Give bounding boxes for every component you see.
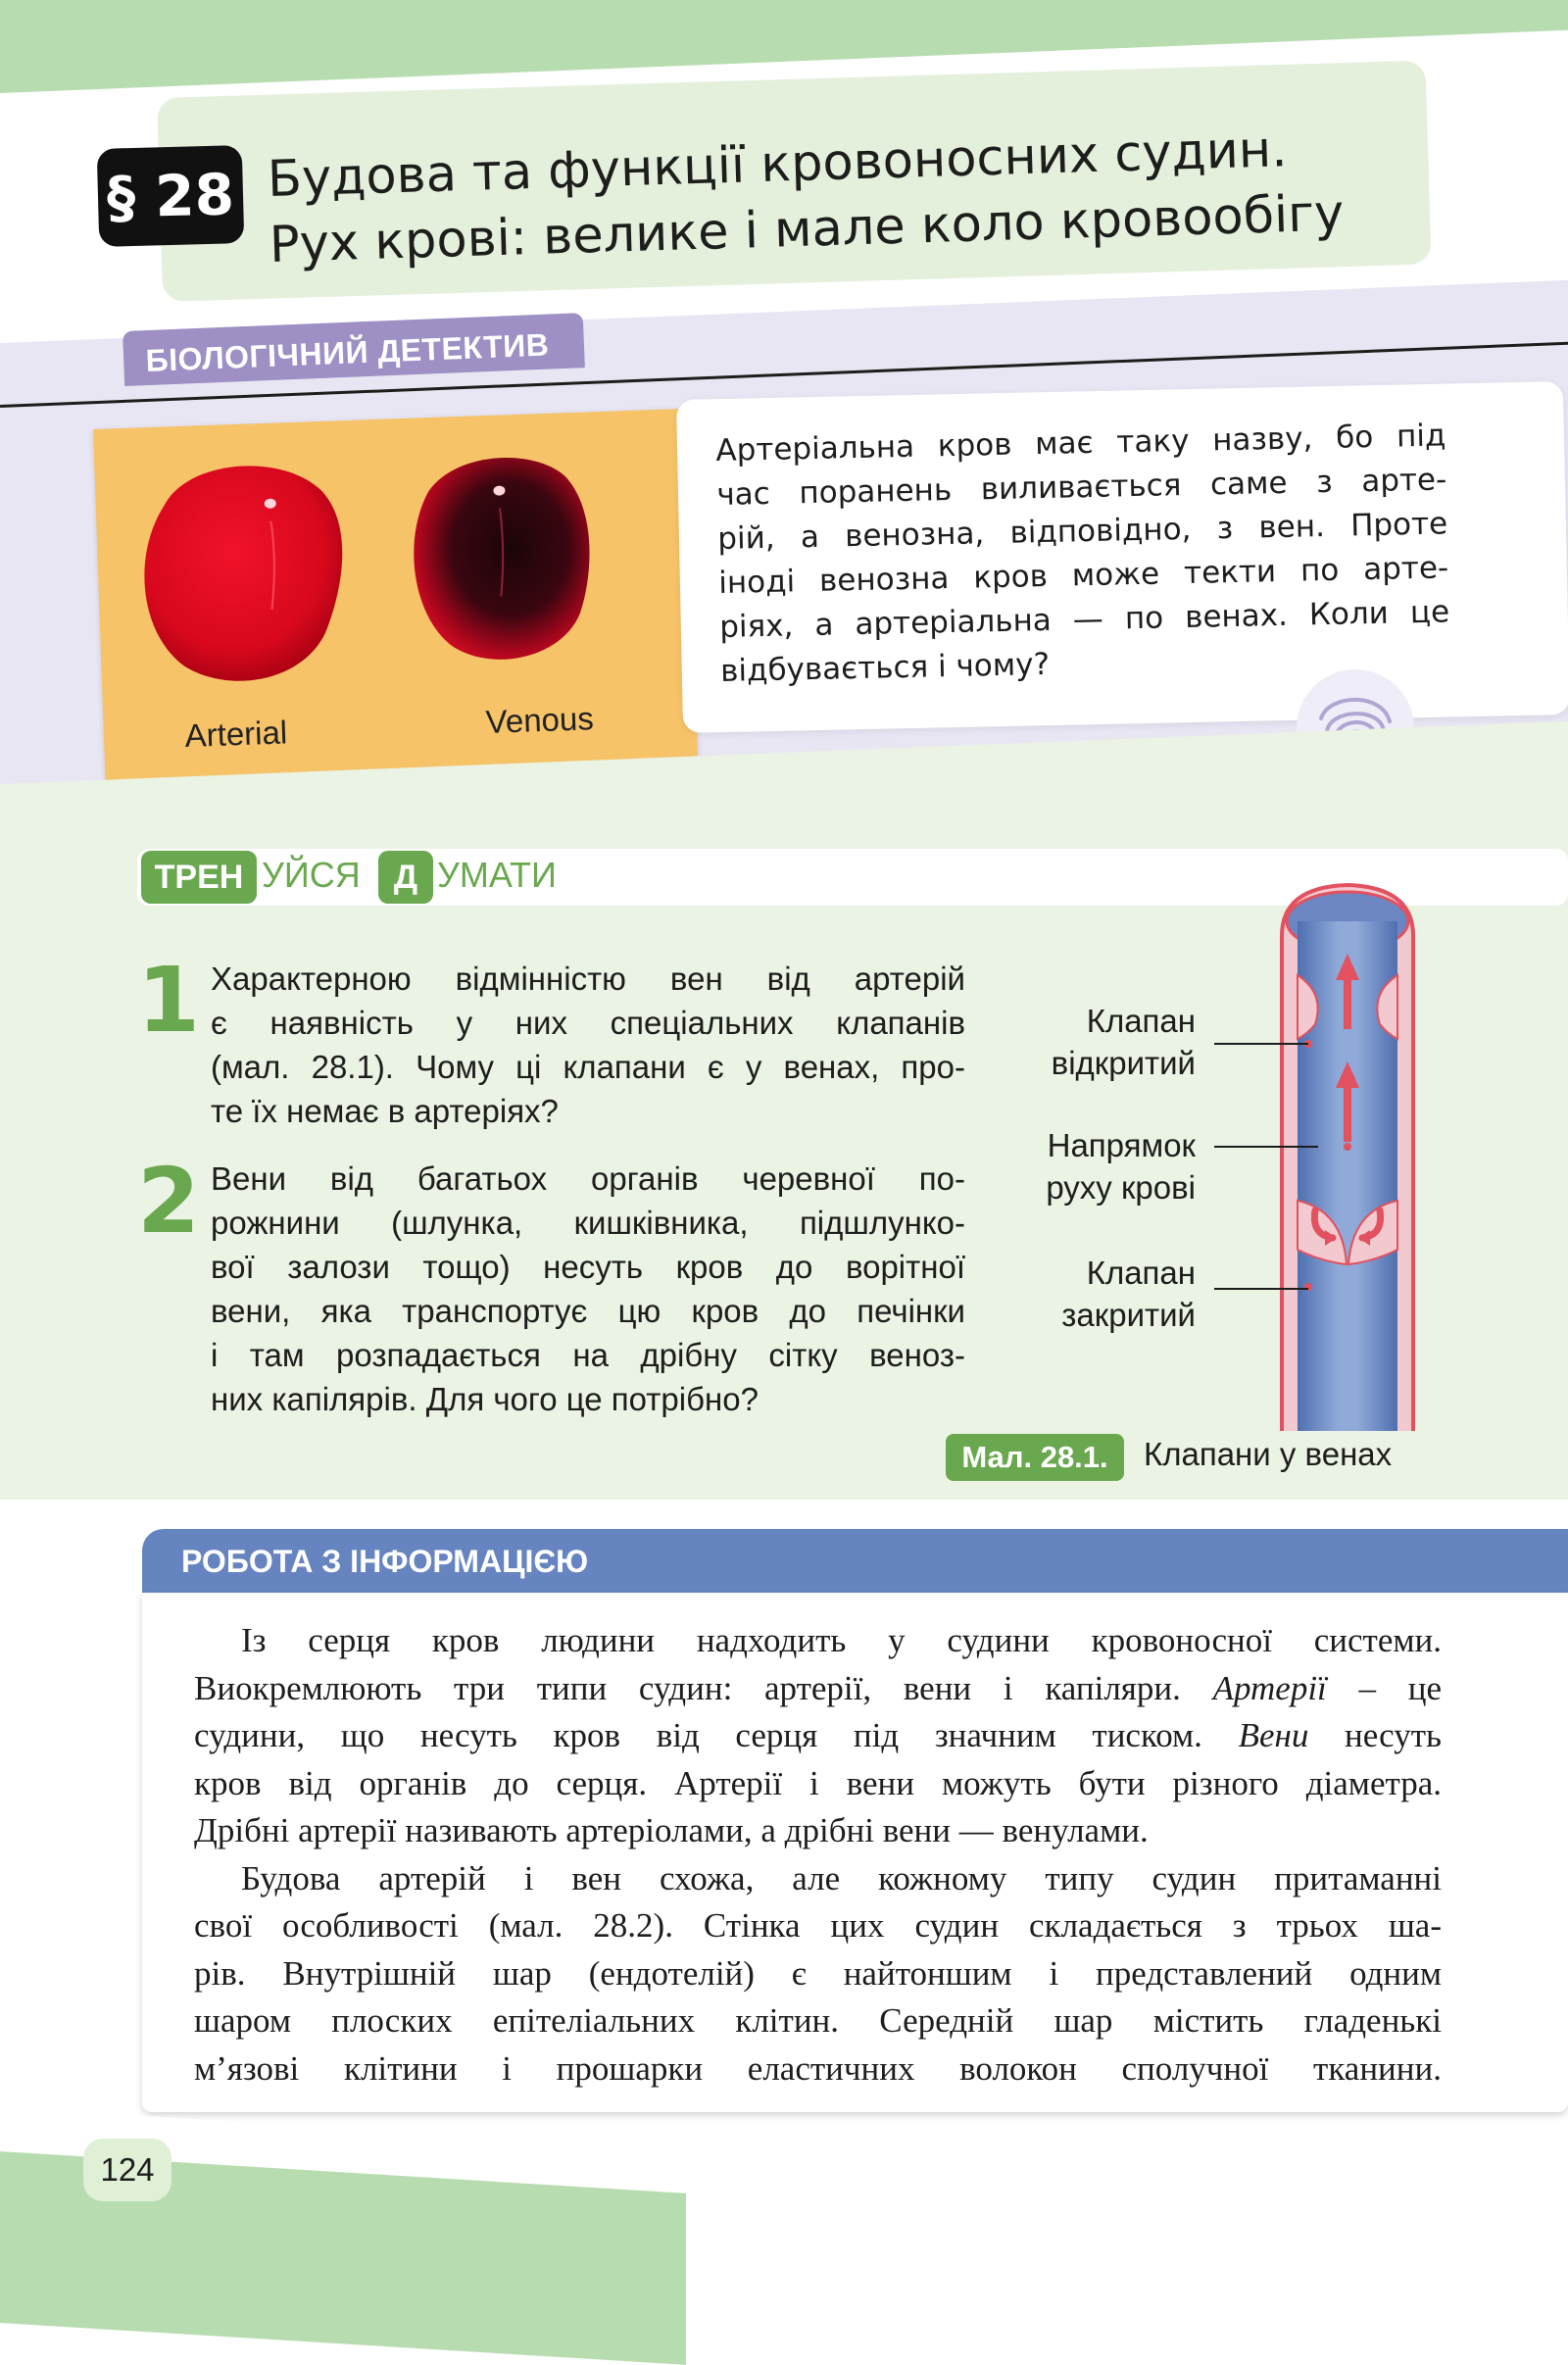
label-flow-line-1: Напрямок — [1047, 1127, 1196, 1163]
info-paragraphs — [194, 1617, 1442, 2093]
term-arteries: Артерії — [1212, 1668, 1327, 1707]
figure-caption-number: Мал. 28.1. — [946, 1434, 1124, 1481]
label-valve-open-line-1: Клапан — [1086, 1003, 1196, 1039]
task-line: (мал. 28.1). Чому ці клапани є у венах, про- — [211, 1049, 965, 1085]
detective-line: Артеріальна кров має таку назву, бо під — [715, 418, 1446, 468]
detective-line: рій, а венозна, відповідно, з вен. Проте — [716, 506, 1448, 557]
label-valve-closed-line-1: Клапан — [1086, 1255, 1196, 1291]
info-line: Із серця кров людини надходить у судини кровоносної системи. — [241, 1621, 1442, 1659]
label-flow-line-2: руху крові — [1046, 1169, 1196, 1206]
arterial-photo-label: Arterial — [184, 714, 288, 754]
figure-leader-lines — [1210, 1029, 1318, 1323]
info-line-part: судини, що несуть кров від серця під значним тиском. — [194, 1716, 1239, 1754]
practice-header-rest-2: УМАТИ — [437, 855, 557, 895]
info-line-part: – це — [1326, 1668, 1443, 1707]
venous-blood-drop — [411, 455, 593, 663]
page-title-line-1: Будова та функції кровоносних судин. — [267, 121, 1289, 209]
task-line: вени, яка транспортує цю кров до печінки — [211, 1293, 965, 1329]
label-valve-closed-line-2: закритий — [1061, 1297, 1196, 1333]
detective-line: відбувається і чому? — [719, 646, 1051, 689]
info-line: шаром плоских епітеліальних клітин. Середній шар містить гладенькі — [194, 2001, 1442, 2040]
task-line: і там розпадається на дрібну сітку веноз- — [211, 1337, 965, 1373]
detective-line: ріях, а артеріальна — по венах. Коли це — [718, 594, 1450, 645]
detective-section-label: БІОЛОГІЧНИЙ ДЕТЕКТИВ — [145, 326, 550, 378]
task-1-text — [211, 957, 965, 1133]
task-line: них капілярів. Для чого це потрібно? — [211, 1381, 759, 1417]
detective-line: іноді венозна кров може текти по арте- — [717, 550, 1449, 601]
info-line — [194, 1665, 1442, 1713]
practice-header-box-1: ТРЕН — [141, 851, 257, 904]
info-line — [194, 1712, 1442, 1760]
label-valve-open — [1052, 1000, 1196, 1084]
label-valve-closed — [1061, 1252, 1196, 1336]
task-line: вої залози тощо) несуть кров до ворітної — [211, 1249, 965, 1285]
arterial-blood-drop — [140, 463, 346, 684]
info-line: кров від органів до серця. Артерії і вени можуть бути різного діаметра. — [194, 1763, 1442, 1802]
task-2-number: 2 — [137, 1149, 201, 1254]
task-line: Вени від багатьох органів черевної по- — [211, 1160, 965, 1197]
detective-question-text — [715, 414, 1450, 694]
info-section-label: РОБОТА З ІНФОРМАЦІЄЮ — [181, 1544, 589, 1579]
practice-header-rest-1: УЙСЯ — [262, 855, 361, 895]
info-line: рів. Внутрішній шар (ендотелій) є найтоншим і представлений одним — [194, 1953, 1442, 1993]
label-valve-open-line-2: відкритий — [1051, 1045, 1196, 1081]
info-line-part: несуть — [1308, 1716, 1443, 1754]
info-line-part: Виокремлюють три типи судин: артерії, вени і капіляри. — [194, 1668, 1213, 1707]
section-number-badge: § 28 — [97, 145, 245, 247]
info-line: м’язові клітини і прошарки еластичних волокон сполучної тканини. — [194, 2048, 1442, 2088]
info-line: свої особливості (мал. 28.2). Стінка цих судин складається з трьох ша- — [194, 1906, 1442, 1945]
detective-line: час поранень виливається саме з арте- — [716, 462, 1447, 513]
page-title-line-2: Рух крові: велике і мале коло кровообігу — [269, 184, 1346, 274]
label-blood-flow — [1046, 1124, 1196, 1208]
task-line: те їх немає в артеріях? — [211, 1093, 559, 1129]
page-number: 124 — [83, 2139, 172, 2201]
practice-header-box-2: Д — [378, 851, 433, 904]
task-2-text — [211, 1157, 965, 1421]
info-line: Дрібні артерії називають артеріолами, а дрібні вени — венулами. — [194, 1811, 1149, 1849]
task-1-number: 1 — [137, 948, 201, 1053]
task-line: рожнини (шлунка, кишківника, підшлунко- — [211, 1205, 965, 1241]
venous-photo-label: Venous — [485, 700, 595, 740]
figure-caption-text: Клапани у венах — [1144, 1436, 1393, 1472]
task-line: Характерною відмінністю вен від артерій — [211, 961, 965, 997]
task-line: є наявність у них спеціальних клапанів — [211, 1005, 965, 1041]
info-line: Будова артерій і вен схожа, але кожному типу судин притаманні — [241, 1858, 1442, 1897]
term-veins: Вени — [1238, 1716, 1309, 1754]
